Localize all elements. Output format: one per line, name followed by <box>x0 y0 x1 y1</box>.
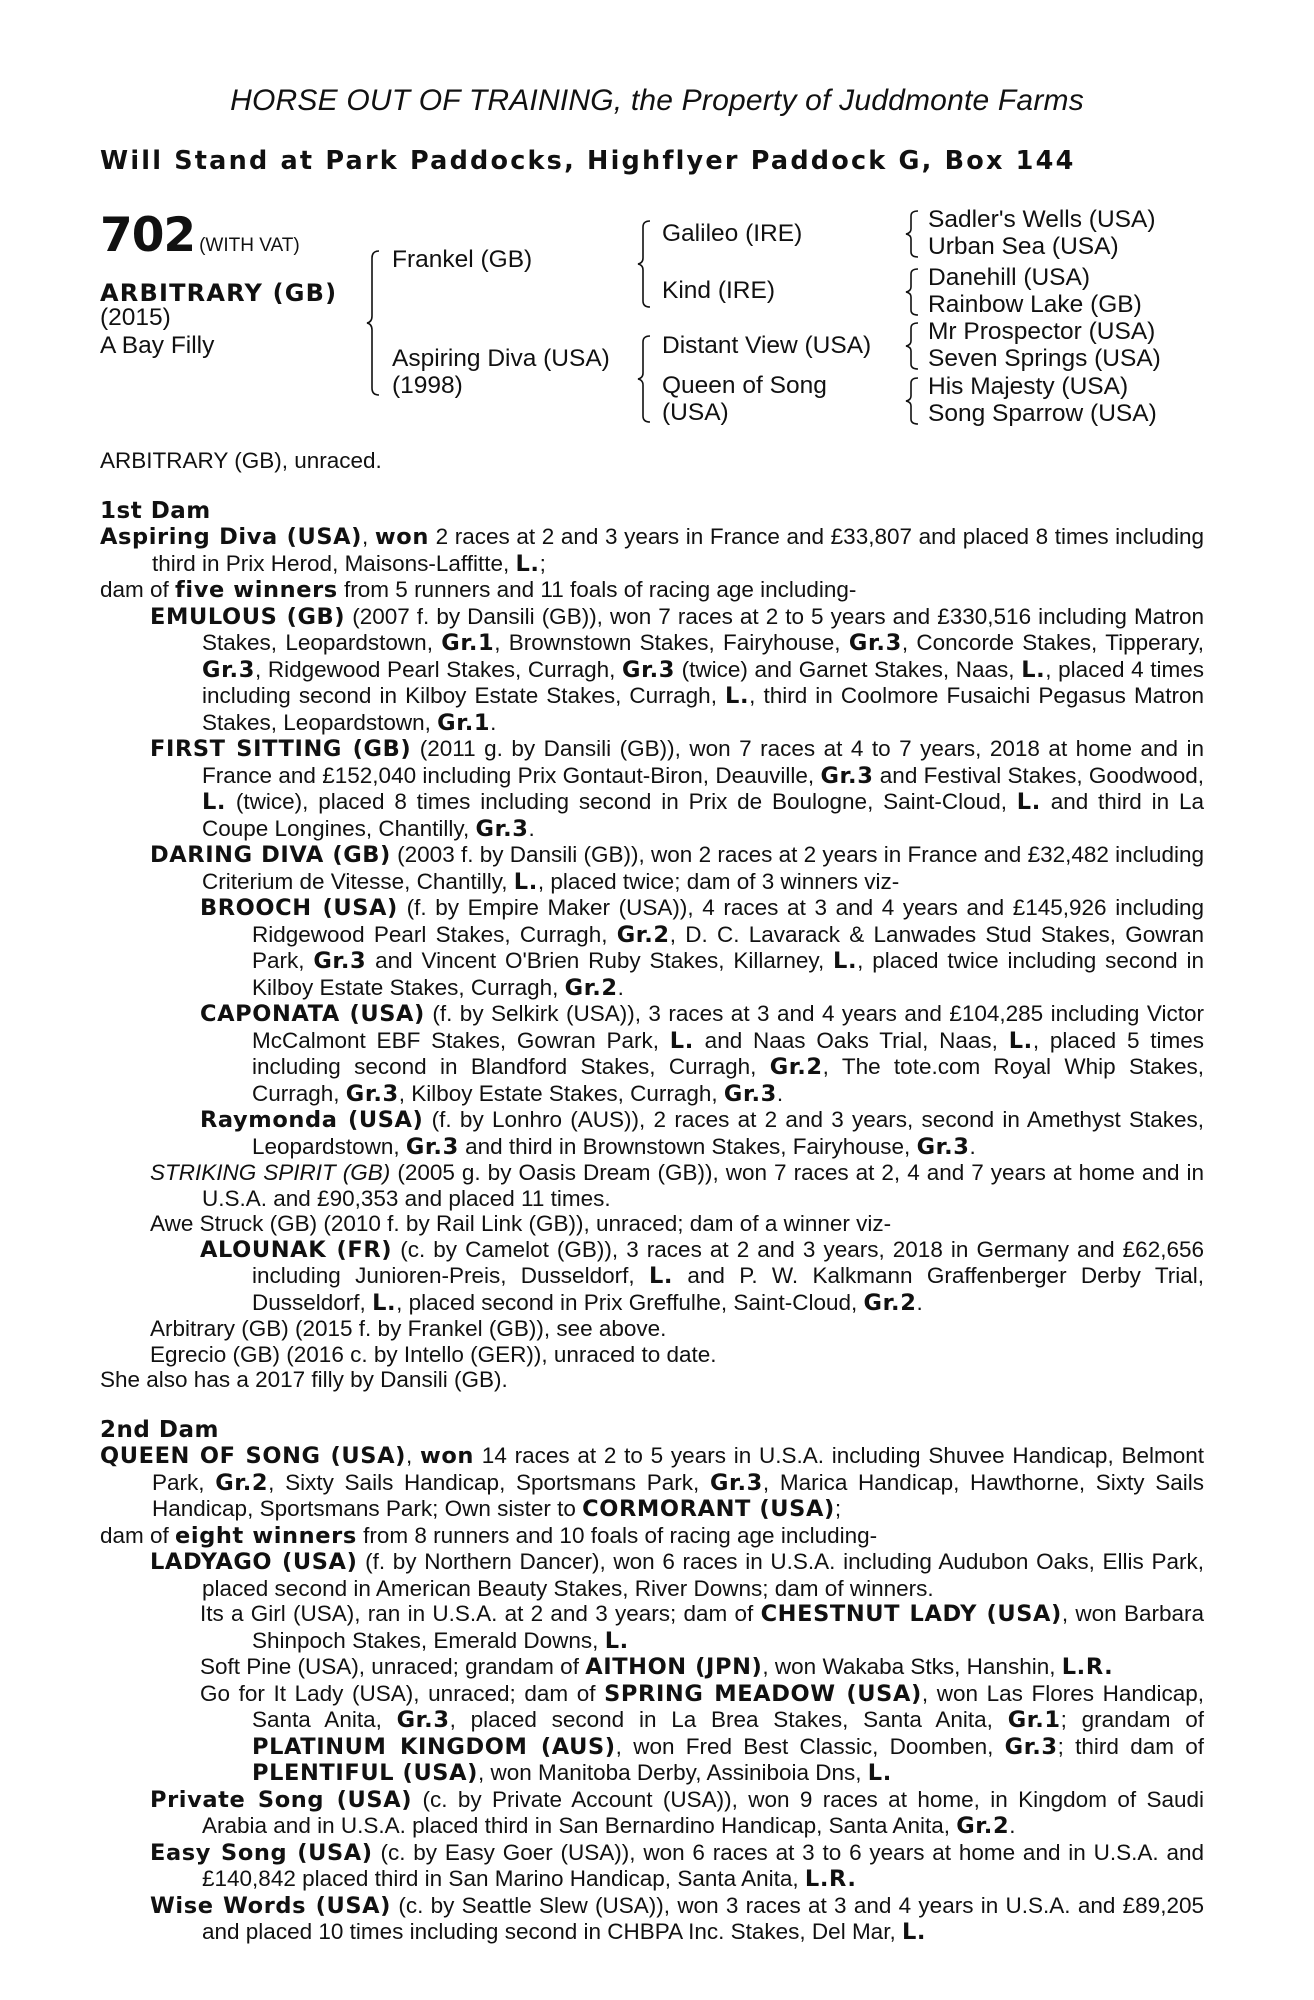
vat-note: (WITH VAT) <box>199 235 300 256</box>
produce-2017-filly: She also has a 2017 filly by Dansili (GB). <box>100 1367 508 1392</box>
stabling-location: Will Stand at Park Paddocks, Highflyer Paddock G, Box 144 <box>100 146 1076 176</box>
produce-egrecio: Egrecio (GB) (2016 c. by Intello (GER)), unraced to date. <box>150 1341 717 1367</box>
second-dam-record: QUEEN OF SONG (USA), won 14 races at 2 to 5 years in U.S.A. including Shuvee Handicap, Belmont Park, Gr.2, Sixty Sails Handicap, Sportsmans Park, Gr.3, Marica Handicap, Hawthorne, Sixty Sails Handicap, Sportsmans Park; Own sister to CORMORANT (USA); <box>100 1443 1204 1522</box>
produce-its-a-girl: Its a Girl (USA), ran in U.S.A. at 2 and 3 years; dam of CHESTNUT LADY (USA), won Barbara Shinpoch Stakes, Emerald Downs, L. <box>200 1601 1204 1654</box>
produce-soft-pine: Soft Pine (USA), unraced; grandam of AITHON (JPN), won Wakaba Stks, Hanshin, L.R. <box>200 1654 1114 1680</box>
second-dam-produce-summary: dam of eight winners from 8 runners and 10 foals of racing age including- <box>100 1522 878 1549</box>
pedigree-dam-dam-line2: (USA) <box>662 399 729 426</box>
pedigree-dam-sire: Distant View (USA) <box>662 332 872 359</box>
horse-name: ARBITRARY (GB) <box>100 279 338 307</box>
pedigree-brace-4b <box>905 268 919 316</box>
pedigree-gen3-1: Sadler's Wells (USA) <box>928 206 1156 233</box>
pedigree-sire: Frankel (GB) <box>392 246 533 273</box>
produce-go-for-it-lady: Go for It Lady (USA), unraced; dam of SPRING MEADOW (USA), won Las Flores Handicap, Santa Anita, Gr.3, placed second in La Brea Stakes, Santa Anita, Gr.1; grandam of PLATINUM KINGDOM (AUS), won Fred Best Classic, Doomben, Gr.3; third dam of PLENTIFUL (USA), won Manitoba Derby, Assiniboia Dns, L. <box>200 1680 1205 1786</box>
first-dam-name: Aspiring Diva (USA) <box>100 524 363 550</box>
produce-caponata: CAPONATA (USA) (f. by Selkirk (USA)), 3 races at 3 and 4 years and £104,285 including Victor McCalmont EBF Stakes, Gowran Park, L. and Naas Oaks Trial, Naas, L., placed 5 times including second in Blandford Stakes, Curragh, Gr.2, The tote.com Royal Whip Stakes, Curragh, Gr.3, Kilboy Estate Stakes, Curragh, Gr.3. <box>200 1001 1205 1107</box>
pedigree-gen3-2: Urban Sea (USA) <box>928 233 1119 260</box>
produce-raymonda: Raymonda (USA) (f. by Lonhro (AUS)), 2 races at 2 and 3 years, second in Amethyst Stakes, Leopardstown, Gr.3 and third in Brownstown Stakes, Fairyhouse, Gr.3. <box>200 1107 1204 1160</box>
produce-alounak: ALOUNAK (FR) (c. by Camelot (GB)), 3 races at 2 and 3 years, 2018 in Germany and £62,656 including Junioren-Preis, Dusseldorf, L. and P. W. Kalkmann Graffenberger Derby Trial, Dusseldorf, L., placed second in Prix Greffulhe, Saint-Cloud, Gr.2. <box>200 1236 1205 1316</box>
catalogue-body <box>100 448 1204 1946</box>
horse-description: A Bay Filly <box>100 332 215 359</box>
second-dam-heading: 2nd Dam <box>100 1416 219 1443</box>
produce-first-sitting: FIRST SITTING (GB) (2011 g. by Dansili (GB)), won 7 races at 4 to 7 years, 2018 at home and in France and £152,040 including Prix Gontaut-Biron, Deauville, Gr.3 and Festival Stakes, Goodwood, L. (twice), placed 8 times including second in Prix de Boulogne, Saint-Cloud, L. and third in La Coupe Longines, Chantilly, Gr.3. <box>150 736 1204 842</box>
produce-private-song: Private Song (USA) (c. by Private Account (USA)), won 9 races at home, in Kingdom of Saudi Arabia and in U.S.A. placed third in San Bernardino Handicap, Santa Anita, Gr.2. <box>150 1786 1205 1839</box>
foaling-year: (2015) <box>100 304 171 331</box>
produce-brooch: BROOCH (USA) (f. by Empire Maker (USA)), 4 races at 3 and 4 years and £145,926 including Ridgewood Pearl Stakes, Curragh, Gr.2, D. C. Lavarack & Lanwades Stud Stakes, Gowran Park, Gr.3 and Vincent O'Brien Ruby Stakes, Killarney, L., placed twice including second in Kilboy Estate Stakes, Curragh, Gr.2. <box>200 895 1205 1001</box>
pedigree-sire-dam: Kind (IRE) <box>662 277 776 304</box>
produce-daring-diva: DARING DIVA (GB) (2003 f. by Dansili (GB)), won 2 races at 2 years in France and £32,482 including Criterium de Vitesse, Chantilly, L., placed twice; dam of 3 winners viz- <box>150 842 1204 895</box>
produce-arbitrary: Arbitrary (GB) (2015 f. by Frankel (GB)), see above. <box>150 1316 667 1341</box>
produce-striking-spirit: STRIKING SPIRIT (GB) (2005 g. by Oasis Dream (GB)), won 7 races at 2, 4 and 7 years at home and in U.S.A. and £90,353 and placed 11 times. <box>150 1160 1204 1211</box>
produce-ladyago: LADYAGO (USA) (f. by Northern Dancer), won 6 races in U.S.A. including Audubon Oaks, Ellis Park, placed second in American Beauty Stakes, River Downs; dam of winners. <box>150 1549 1204 1601</box>
pedigree-sire-sire: Galileo (IRE) <box>662 220 803 247</box>
pedigree-gen3-5: Mr Prospector (USA) <box>928 318 1156 345</box>
pedigree-brace-4d <box>905 377 919 425</box>
produce-easy-song: Easy Song (USA) (c. by Easy Goer (USA)), won 6 races at 3 to 6 years at home and in U.S.A. and £140,842 placed third in San Marino Handicap, Santa Anita, L.R. <box>150 1839 1204 1892</box>
pedigree-dam: Aspiring Diva (USA) <box>392 345 610 372</box>
pedigree-dam-dam-line1: Queen of Song <box>662 372 827 399</box>
pedigree-main-brace <box>366 250 380 396</box>
lot-number: 702 <box>100 208 196 263</box>
page-header-title: HORSE OUT OF TRAINING, the Property of Juddmonte Farms <box>230 84 1084 117</box>
first-dam-record: Aspiring Diva (USA), won 2 races at 2 and 3 years in France and £33,807 and placed 8 times including third in Prix Herod, Maisons-Laffitte, L.; <box>100 524 1204 577</box>
first-dam-produce-summary: dam of five winners from 5 runners and 11 foals of racing age including- <box>100 577 857 603</box>
unraced-note: ARBITRARY (GB), unraced. <box>100 448 382 473</box>
pedigree-dam-brace <box>637 335 651 423</box>
lot-number-line <box>100 208 300 263</box>
pedigree-gen3-4: Rainbow Lake (GB) <box>928 291 1142 318</box>
pedigree-dam-year: (1998) <box>392 372 463 399</box>
pedigree-gen3-7: His Majesty (USA) <box>928 373 1129 400</box>
second-dam-name: QUEEN OF SONG (USA) <box>100 1443 406 1469</box>
produce-awe-struck: Awe Struck (GB) (2010 f. by Rail Link (GB)), unraced; dam of a winner viz- <box>150 1211 892 1236</box>
pedigree-brace-4c <box>905 322 919 370</box>
produce-emulous: EMULOUS (GB) (2007 f. by Dansili (GB)), won 7 races at 2 to 5 years and £330,516 including Matron Stakes, Leopardstown, Gr.1, Brownstown Stakes, Fairyhouse, Gr.3, Concorde Stakes, Tipperary, Gr.3, Ridgewood Pearl Stakes, Curragh, Gr.3 (twice) and Garnet Stakes, Naas, L., placed 4 times including second in Kilboy Estate Stakes, Curragh, L., third in Coolmore Fusaichi Pegasus Matron Stakes, Leopardstown, Gr.1. <box>150 603 1204 736</box>
pedigree-gen3-8: Song Sparrow (USA) <box>928 400 1157 427</box>
pedigree-brace-4a <box>905 210 919 258</box>
first-dam-heading: 1st Dam <box>100 497 211 524</box>
pedigree-gen3-6: Seven Springs (USA) <box>928 345 1161 372</box>
produce-wise-words: Wise Words (USA) (c. by Seattle Slew (USA)), won 3 races at 3 and 4 years in U.S.A. and £89,205 and placed 10 times including second in CHBPA Inc. Stakes, Del Mar, L. <box>150 1892 1204 1945</box>
pedigree-sire-brace <box>637 220 651 308</box>
pedigree-gen3-3: Danehill (USA) <box>928 264 1091 291</box>
